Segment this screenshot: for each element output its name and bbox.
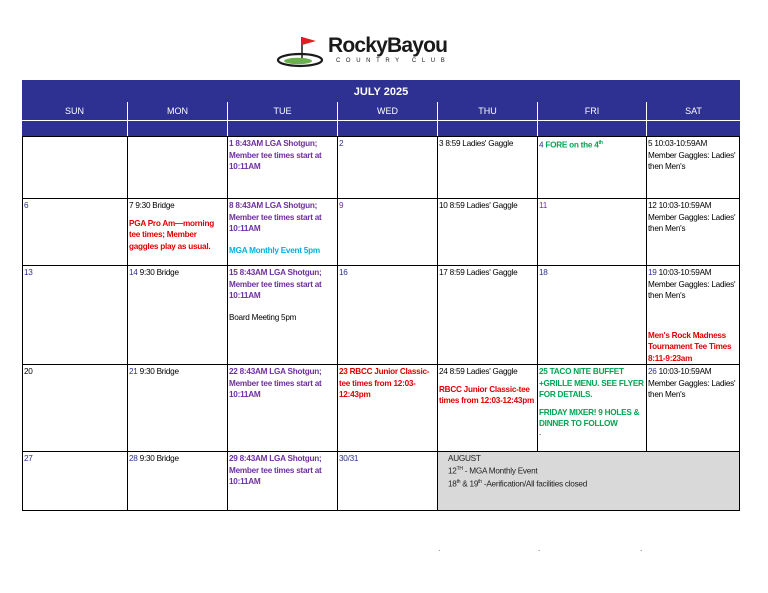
event-text: Member Gaggles: Ladies' xyxy=(648,212,736,222)
august-title: AUGUST xyxy=(448,454,481,463)
day-cell-30-31 xyxy=(337,451,437,510)
day-cell-11 xyxy=(537,198,646,265)
event-text: times from 12:03-12:43pm xyxy=(439,396,535,405)
ordinal-suffix: th xyxy=(598,140,603,146)
day-cell-28 xyxy=(127,451,227,510)
event-text: 25 TACO NITE BUFFET xyxy=(539,367,624,376)
event-text: 24 8:59 Ladies' Gaggle xyxy=(439,367,518,376)
day-number: 18 xyxy=(539,268,548,277)
event-text: Board Meeting 5pm xyxy=(229,312,297,322)
day-cell-29 xyxy=(227,451,337,510)
event-text: 10 8:59 Ladies' Gaggle xyxy=(439,201,518,210)
event-text: RBCC Junior Classic-tee xyxy=(439,384,530,394)
event-text: 7 9:30 Bridge xyxy=(129,201,175,210)
weekday-sun: SUN xyxy=(64,106,84,116)
day-cell-empty xyxy=(22,136,127,198)
day-number: 2 xyxy=(339,139,344,148)
day-cell-8 xyxy=(227,198,337,265)
golf-flag-logo-icon xyxy=(276,34,328,68)
day-cell-1 xyxy=(227,136,337,198)
event-text: 8:11-9:23am xyxy=(648,353,693,363)
event-text: Member tee times start at xyxy=(229,150,322,160)
event-text: 10:11AM xyxy=(229,224,261,233)
weekday-thu: THU xyxy=(437,102,537,120)
weekday-header-row xyxy=(22,102,740,120)
day-cell-23 xyxy=(337,364,437,451)
event-text: 15 8:43AM LGA Shotgun; xyxy=(229,268,322,277)
event-text: tee times from 12:03- xyxy=(339,378,416,388)
event-text: Men's Rock Madness xyxy=(648,330,726,340)
day-cell-7 xyxy=(127,198,227,265)
day-cell-14 xyxy=(127,265,227,364)
day-cell-19 xyxy=(646,265,740,364)
event-text: 10:11AM xyxy=(229,162,261,171)
day-cell-22 xyxy=(227,364,337,451)
weekday-mon: MON xyxy=(127,102,227,120)
event-text: then Men's xyxy=(648,390,686,399)
day-cell-9 xyxy=(337,198,437,265)
day-cell-2 xyxy=(337,136,437,198)
event-text: 10:11AM xyxy=(229,477,261,486)
event-text: 9:30 Bridge xyxy=(137,367,179,376)
event-text: 10:03-10:59AM xyxy=(656,268,712,277)
event-text: FOR DETAILS. xyxy=(539,390,593,399)
day-cell-5 xyxy=(646,136,740,198)
day-cell-25 xyxy=(537,364,646,451)
stray-dot: . xyxy=(539,427,542,437)
footer-dot: . xyxy=(438,544,441,553)
month-title: JULY 2025 xyxy=(22,80,740,102)
event-text: Member tee times start at xyxy=(229,378,322,388)
day-number: 16 xyxy=(339,268,348,277)
day-cell-16 xyxy=(337,265,437,364)
day-number: 21 xyxy=(129,367,138,376)
event-text: Tournament Tee Times xyxy=(648,342,732,351)
event-text: Member Gaggles: Ladies' xyxy=(648,378,736,388)
day-cell-20 xyxy=(22,364,127,451)
day-number: 20 xyxy=(24,367,33,376)
footer-dot: . xyxy=(538,544,541,553)
event-text: DINNER TO FOLLOW xyxy=(539,419,618,428)
weekday-sat: SAT xyxy=(646,102,740,120)
day-number: 6 xyxy=(24,201,29,210)
day-cell-17 xyxy=(437,265,537,364)
event-text: then Men's xyxy=(648,291,686,300)
event-text: 10:03-10:59AM xyxy=(656,367,712,376)
day-cell-15 xyxy=(227,265,337,364)
event-text: Member tee times start at xyxy=(229,279,322,289)
event-text: 9:30 Bridge xyxy=(137,454,179,463)
day-number: 4 xyxy=(539,140,544,150)
event-text: 1 8:43AM LGA Shotgun; xyxy=(229,139,318,148)
day-cell-18 xyxy=(537,265,646,364)
calendar xyxy=(22,80,740,511)
day-number: 30/31 xyxy=(339,454,359,463)
event-text: 5 10:03-10:59AM xyxy=(648,139,708,148)
event-text: gaggles play as usual. xyxy=(129,241,211,251)
day-cell-26 xyxy=(646,364,740,451)
day-number: 27 xyxy=(24,454,33,463)
event-text: 10:11AM xyxy=(229,390,261,399)
day-cell-4 xyxy=(537,136,646,198)
event-text: 12 10:03-10:59AM xyxy=(648,201,712,210)
day-number: 13 xyxy=(24,268,33,277)
event-text: 29 8:43AM LGA Shotgun; xyxy=(229,454,322,463)
event-text: then Men's xyxy=(648,162,686,171)
day-cell-6 xyxy=(22,198,127,265)
day-cell-empty xyxy=(127,136,227,198)
event-text: 8 8:43AM LGA Shotgun; xyxy=(229,201,318,210)
header-spacer-row xyxy=(22,121,740,136)
logo-wordmark: RockyBayou xyxy=(328,34,448,57)
day-number: 14 xyxy=(129,268,138,277)
day-cell-13 xyxy=(22,265,127,364)
footer-dot: . xyxy=(640,544,643,553)
day-number: 26 xyxy=(648,367,657,376)
day-number: 19 xyxy=(648,268,657,277)
event-text: FRIDAY MIXER! 9 HOLES & xyxy=(539,407,640,417)
event-text: 23 RBCC Junior Classic- xyxy=(339,367,430,376)
weekday-tue: TUE xyxy=(227,102,337,120)
event-text: 10:11AM xyxy=(229,291,261,300)
august-event-2: 18th & 19th -Aerification/All facilities closed xyxy=(448,478,588,489)
weekday-wed: WED xyxy=(337,102,437,120)
event-text: tee times; Member xyxy=(129,230,197,239)
event-text: MGA Monthly Event 5pm xyxy=(229,245,320,255)
weekday-fri: FRI xyxy=(537,102,646,120)
event-text: 12:43pm xyxy=(339,390,371,399)
event-text: 22 8:43AM LGA Shotgun; xyxy=(229,367,322,376)
event-text: Member tee times start at xyxy=(229,465,322,475)
logo-subtitle: COUNTRY CLUB xyxy=(336,58,451,64)
day-cell-3 xyxy=(437,136,537,198)
event-text: Member Gaggles: Ladies' xyxy=(648,279,736,289)
day-cell-21 xyxy=(127,364,227,451)
day-number: 9 xyxy=(339,201,344,210)
day-number: 28 xyxy=(129,454,138,463)
august-notes xyxy=(437,451,740,510)
event-text: FORE on the 4 xyxy=(543,140,599,150)
event-text: +GRILLE MENU. SEE FLYER xyxy=(539,378,644,388)
event-text: 17 8:59 Ladies' Gaggle xyxy=(439,268,518,277)
event-text: 3 8:59 Ladies' Gaggle xyxy=(439,139,514,148)
event-text: PGA Pro Am—morning xyxy=(129,218,214,228)
day-cell-27 xyxy=(22,451,127,510)
august-event-1: 12TH - MGA Monthly Event xyxy=(448,466,538,476)
day-cell-12 xyxy=(646,198,740,265)
day-number: 11 xyxy=(539,201,547,210)
day-cell-10 xyxy=(437,198,537,265)
event-text: then Men's xyxy=(648,224,686,233)
event-text: Member Gaggles: Ladies' xyxy=(648,150,736,160)
event-text: 9:30 Bridge xyxy=(137,268,179,277)
day-cell-24 xyxy=(437,364,537,451)
event-text: Member tee times start at xyxy=(229,212,322,222)
club-logo xyxy=(276,34,491,70)
